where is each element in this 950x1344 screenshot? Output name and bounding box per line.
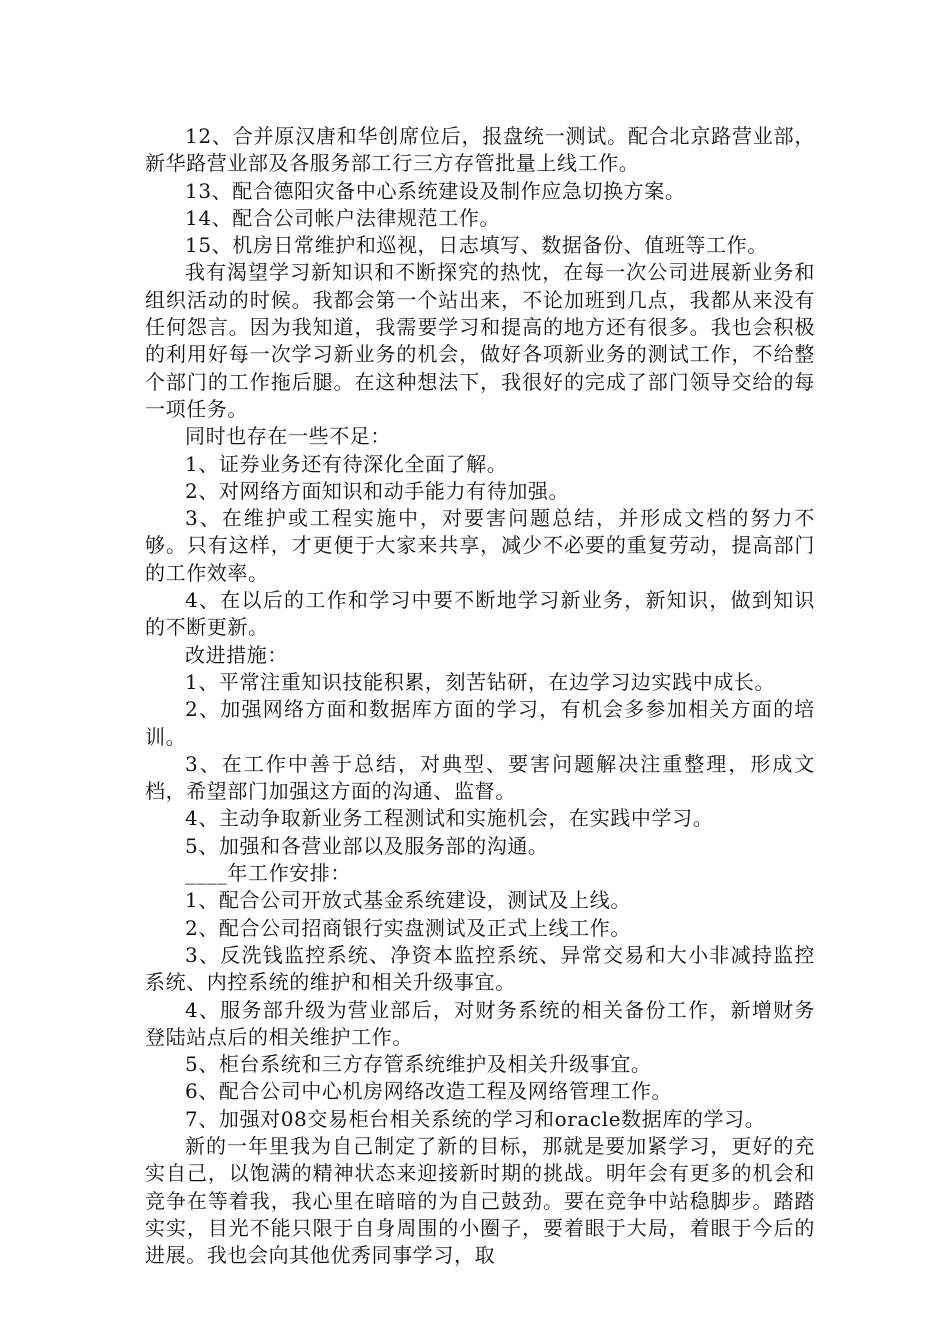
paragraph-plan-2: 2、配合公司招商银行实盘测试及正式上线工作。	[185, 915, 631, 940]
paragraph-item-15: 15、机房日常维护和巡视，日志填写、数据备份、值班等工作。	[185, 233, 768, 258]
paragraph-shortcoming-2: 2、对网络方面知识和动手能力有待加强。	[185, 478, 570, 503]
paragraph-plan-6: 6、配合公司中心机房网络改造工程及网络管理工作。	[185, 1079, 673, 1104]
document-body	[145, 123, 815, 1269]
paragraph-improvement-3: 3、在工作中善于总结，对典型、要害问题解决注重整理，形成文档，希望部门加强这方面的沟通、监督。	[145, 751, 815, 804]
paragraph-improvement-1: 1、平常注重知识技能积累，刻苦钻研，在边学习边实践中成长。	[185, 669, 776, 694]
paragraph-improvement-2: 2、加强网络方面和数据库方面的学习，有机会多参加相关方面的培训。	[145, 697, 815, 749]
paragraph-plan-4: 4、服务部升级为营业部后，对财务系统的相关备份工作，新增财务登陆站点后的相关维护工作。	[145, 997, 815, 1049]
paragraph-shortcoming-4: 4、在以后的工作和学习中要不断地学习新业务，新知识，做到知识的不断更新。	[145, 588, 815, 640]
paragraph-item-12: 12、合并原汉唐和华创席位后，报盘统一测试。配合北京路营业部，新华路营业部及各服务部工行三方存管批量上线工作。	[145, 124, 815, 176]
paragraph-plan-7: 7、加强对08交易柜台相关系统的学习和oracle数据库的学习。	[185, 1106, 766, 1131]
paragraph-plan-3: 3、反洗钱监控系统、净资本监控系统、异常交易和大小非减持监控系统、内控系统的维护和相关升级事宜。	[145, 942, 815, 995]
paragraph-shortcoming-1: 1、证券业务还有待深化全面了解。	[185, 451, 508, 476]
paragraph-self-assessment: 我有渴望学习新知识和不断探究的热忱，在每一次公司进展新业务和组织活动的时候。我都会第一个站出来，不论加班到几点，我都从来没有任何怨言。因为我知道，我需要学习和提高的地方还有很多。我也会积极的利用好每一次学习新业务的机会，做好各项新业务的测试工作，不给整个部门的工作拖后腿。在这种想法下，我很好的完成了部门领导交给的每一项任务。	[145, 260, 815, 421]
paragraph-item-14: 14、配合公司帐户法律规范工作。	[185, 205, 501, 230]
paragraph-plan-1: 1、配合公司开放式基金系统建设，测试及上线。	[185, 888, 631, 913]
paragraph-shortcoming-3: 3、在维护或工程实施中，对要害问题总结，并形成文档的努力不够。只有这样，才更便于大家来共享，减少不必要的重复劳动，提高部门的工作效率。	[145, 506, 815, 585]
paragraph-plan-5: 5、柜台系统和三方存管系统维护及相关升级事宜。	[185, 1052, 652, 1077]
paragraph-new-year-goals: 新的一年里我为自己制定了新的目标，那就是要加紧学习，更好的充实自己，以饱满的精神状态来迎接新时期的挑战。明年会有更多的机会和竞争在等着我，我心里在暗暗的为自己鼓劲。要在竞争中站稳脚步。踏踏实实，目光不能只限于自身周围的小圈子，要着眼于大局，着眼于今后的进展。我也会向其他优秀同事学习，取	[145, 1133, 815, 1268]
paragraph-improvements-heading: 改进措施：	[185, 642, 288, 667]
paragraph-shortcomings-heading: 同时也存在一些不足：	[185, 424, 391, 449]
paragraph-improvement-5: 5、加强和各营业部以及服务部的沟通。	[185, 833, 549, 858]
paragraph-improvement-4: 4、主动争取新业务工程测试和实施机会，在实践中学习。	[185, 806, 714, 831]
paragraph-item-13: 13、配合德阳灾备中心系统建设及制作应急切换方案。	[185, 178, 686, 203]
paragraph-plan-heading: ____年工作安排：	[185, 861, 351, 886]
